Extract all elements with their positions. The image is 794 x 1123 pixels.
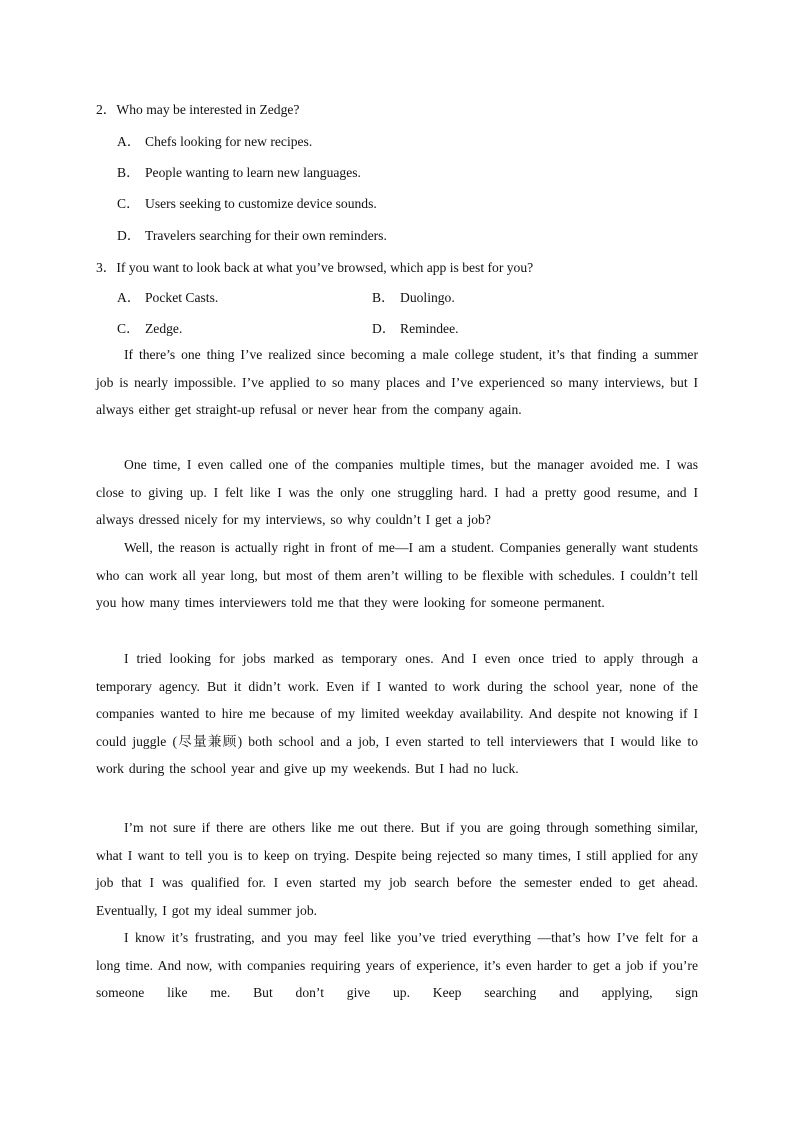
passage-paragraph-2: One time, I even called one of the companies multiple times, but the manager avoided me. I was close to giving up. I felt like I was the only one struggling hard. I had a pretty good resume, and I always dressed nicely for my interviews, so why couldn’t I get a job? (96, 457, 698, 528)
option-text: Travelers searching for their own reminders. (145, 228, 387, 243)
option-letter: B． (117, 165, 140, 180)
passage-paragraph-5: I’m not sure if there are others like me out there. But if you are going through something similar, what I want to tell you is to keep on trying. Despite being rejected so many times, I still applied for any job that I was qualified for. I even started my job search before the semester ended to get ahead. Eventually, I got my ideal summer job. (96, 820, 698, 918)
option-text: Duolingo. (400, 290, 455, 305)
option-letter: D． (372, 321, 396, 336)
question-2-option-b (117, 161, 361, 181)
question-3-option-c (117, 317, 182, 337)
question-2-option-a (117, 130, 312, 150)
question-2-option-c (117, 192, 377, 212)
question-3-option-b (372, 286, 455, 306)
option-letter: C． (117, 196, 140, 211)
option-text: People wanting to learn new languages. (145, 165, 361, 180)
passage-paragraph-1: If there’s one thing I’ve realized since becoming a male college student, it’s that finding a summer job is nearly impossible. I’ve applied to so many places and I’ve experienced so many interviews, but I always either get straight-up refusal or never hear from the company again. (96, 347, 698, 418)
question-2-stem: 2．Who may be interested in Zedge? (96, 102, 300, 117)
question-3-option-d (372, 317, 459, 337)
question-3-stem: 3．If you want to look back at what you’ve browsed, which app is best for you? (96, 260, 534, 275)
question-3-option-a (117, 286, 218, 306)
option-letter: D． (117, 228, 141, 243)
passage-paragraph-6: I know it’s frustrating, and you may feel like you’ve tried everything —that’s how I’ve felt for a long time. And now, with companies requiring years of experience, it’s even harder to get a job if you’re someone like me. But don’t give up. Keep searching and applying, sign (96, 930, 698, 1001)
option-letter: A． (117, 290, 141, 305)
option-text: Users seeking to customize device sounds. (145, 196, 377, 211)
option-text: Pocket Casts. (145, 290, 219, 305)
option-letter: B． (372, 290, 395, 305)
question-2-option-d (117, 224, 387, 244)
passage-paragraph-4: I tried looking for jobs marked as temporary ones. And I even once tried to apply through a temporary agency. But it didn’t work. Even if I wanted to work during the school year, none of the companies wanted to hire me because of my limited weekday availability. And despite not knowing if I could juggle (尽量兼顾) both school and a job, I even started to tell interviewers that I would like to work during the school year and give up my weekends. But I had no luck. (96, 651, 698, 777)
option-text: Chefs looking for new recipes. (145, 134, 313, 149)
option-letter: A． (117, 134, 141, 149)
passage-paragraph-3: Well, the reason is actually right in front of me—I am a student. Companies generally want students who can work all year long, but most of them aren’t willing to be flexible with schedules. I couldn’t tell you how many times interviewers told me that they were looking for someone permanent. (96, 540, 698, 611)
option-letter: C． (117, 321, 140, 336)
option-text: Remindee. (400, 321, 459, 336)
option-text: Zedge. (145, 321, 183, 336)
